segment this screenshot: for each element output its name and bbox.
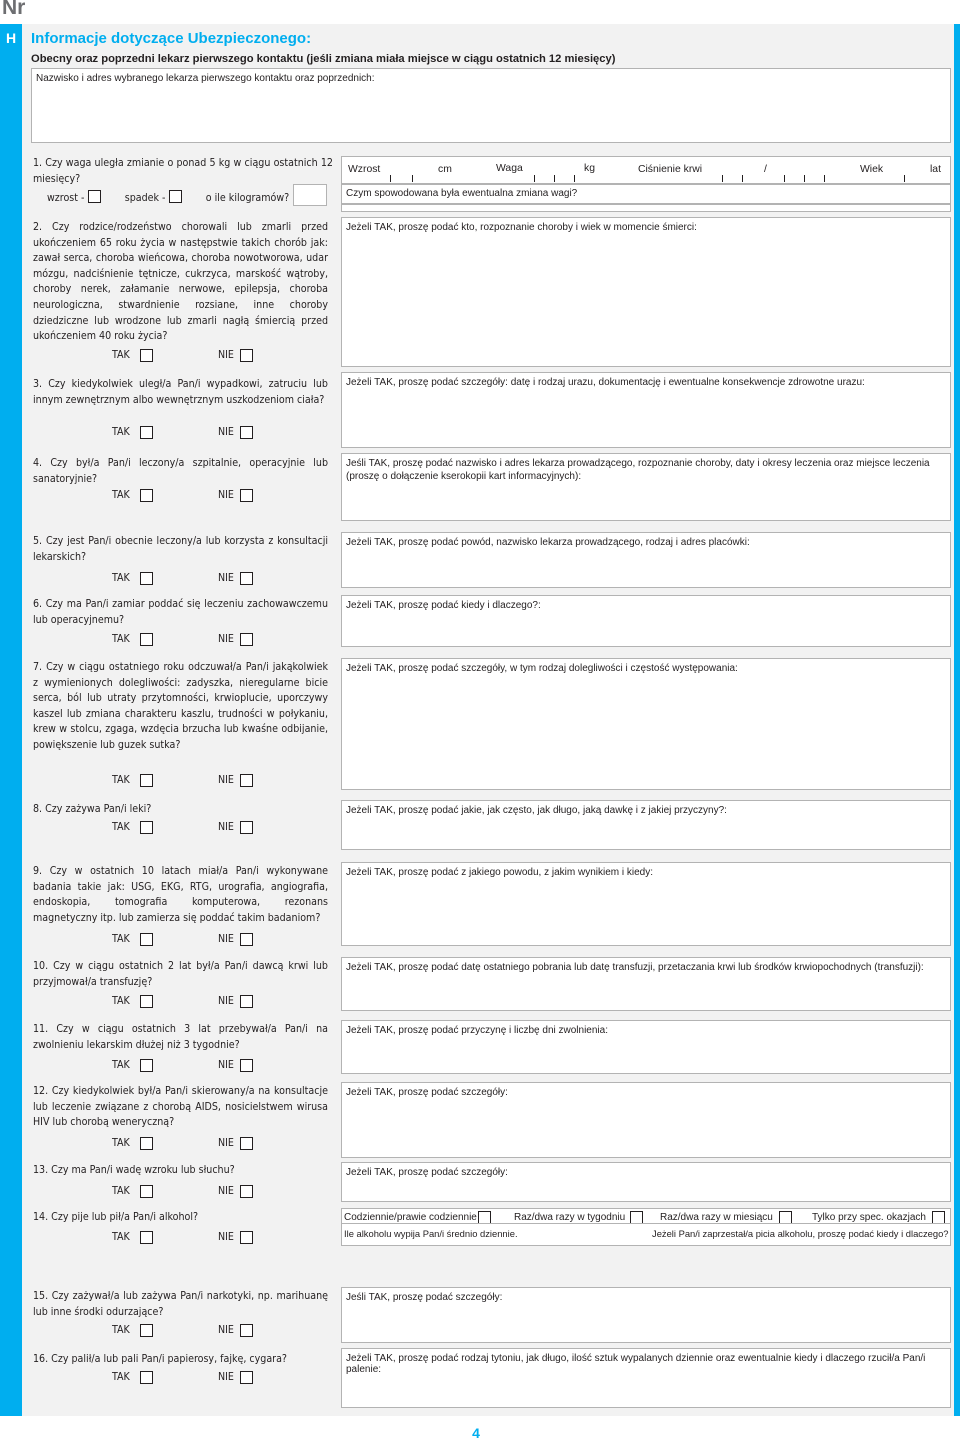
q14-answer [112, 1230, 272, 1246]
q5-no-checkbox[interactable] [240, 572, 253, 585]
q4-details-note: (proszę o dołączenie kserokopii kart informacyjnych): [346, 471, 582, 482]
q1-increase-checkbox[interactable] [88, 190, 101, 203]
q3-details-field[interactable] [341, 372, 951, 448]
q6-yes-checkbox[interactable] [140, 633, 153, 646]
q5-yes-label: TAK [112, 572, 130, 584]
q4-details-field[interactable] [341, 453, 951, 521]
q5-details-label: Jeżeli TAK, proszę podać powód, nazwisko lekarza prowadzącego, rodzaj i adres placówki: [346, 537, 750, 548]
q13-no-label: NIE [218, 1185, 234, 1197]
q14-yes-checkbox[interactable] [140, 1231, 153, 1244]
q13-details-field[interactable] [341, 1162, 951, 1202]
q2-answer [112, 348, 272, 364]
section-title: Informacje dotyczące Ubezpieczonego: [31, 30, 312, 47]
q7-yes-checkbox[interactable] [140, 774, 153, 787]
q16-no-checkbox[interactable] [240, 1371, 253, 1384]
kg-label: kg [584, 163, 595, 174]
q5-details-field[interactable] [341, 532, 951, 588]
q4-details-label: Jeśli TAK, proszę podać nazwisko i adres lekarza prowadzącego, rozpoznanie choroby, daty i okresy leczenia oraz miejsce leczenia [346, 458, 930, 469]
height-label: Wzrost [348, 164, 381, 175]
q3-answer [112, 425, 272, 441]
q12-details-field[interactable] [341, 1082, 951, 1158]
q16-details-field[interactable] [341, 1348, 951, 1408]
q9-text: 9. Czy w ostatnich 10 latach miał/a Pan/i wykonywane badania takie jak: USG, EKG, RTG, urografia, angiografia, endoskopia, tomografia komputerowa, rezonans magnetyczny itp. lub zamierza się poddać takim badaniom? [33, 865, 328, 924]
q15-details-label: Jeśli TAK, proszę podać szczegóły: [346, 1292, 503, 1303]
q9-no-label: NIE [218, 933, 234, 945]
alcohol-daily-label: Codziennie/prawie codziennie [344, 1212, 477, 1223]
q4-yes-label: TAK [112, 489, 130, 501]
q12-answer [112, 1136, 272, 1152]
weight-change-cause-field[interactable] [341, 184, 951, 204]
doctor-label: Nazwisko i adres wybranego lekarza pierwszego kontaktu oraz poprzednich: [36, 73, 375, 84]
q16-text: 16. Czy palił/a lub pali Pan/i papierosy, fajkę, cygara? [33, 1353, 287, 1365]
q3-yes-checkbox[interactable] [140, 426, 153, 439]
q2-text: 2. Czy rodzice/rodzeństwo chorowali lub zmarli przed ukończeniem 65 roku życia w następstwie takich chorób jak: zawał serca, choroba wieńcowa, choroba nowotworowa, udar mózgu, nadciśnienie tętnicze, cukrzyca, marskość wątroby, choroby nerek, załamanie nerwowe, epilepsja, choroba neurologiczna, stwardnienie rozsiane, inne choroby dziedziczne lub wrodzone lub zmarli nagłą śmiercią przed ukończeniem 40 roku życia? [33, 221, 328, 343]
q1-howmuch-label: o ile kilogramów? [205, 192, 290, 204]
alcohol-stopped-label: Jeżeli Pan/i zaprzestał/a picia alkoholu, proszę podać kiedy i dlaczego? [652, 1228, 949, 1239]
q11-no-label: NIE [218, 1059, 234, 1071]
q8-details-label: Jeżeli TAK, proszę podać jakie, jak często, jak długo, jaką dawkę i z jakiej przyczyny?: [346, 805, 727, 816]
q15-no-label: NIE [218, 1324, 234, 1336]
q13-answer [112, 1184, 272, 1200]
q15-details-field[interactable] [341, 1287, 951, 1343]
section-sidebar [0, 24, 22, 1416]
q10-details-label: Jeżeli TAK, proszę podać datę ostatniego pobrania lub datę transfuzji, przetaczania krwi lub środków krwiopochodnych (transfuzji): [346, 962, 924, 973]
age-label: Wiek [860, 164, 884, 175]
q9-answer [112, 932, 272, 948]
q4-no-label: NIE [218, 489, 234, 501]
q15-no-checkbox[interactable] [240, 1324, 253, 1337]
doctor-field[interactable] [31, 68, 951, 143]
q9-details-label: Jeżeli TAK, proszę podać z jakiego powodu, z jakim wynikiem i kiedy: [346, 867, 653, 878]
q13-yes-checkbox[interactable] [140, 1185, 153, 1198]
q2-yes-checkbox[interactable] [140, 349, 153, 362]
nr-label: Nr [2, 0, 26, 19]
measurements-row [341, 156, 951, 184]
q11-yes-checkbox[interactable] [140, 1059, 153, 1072]
q1-kg-field[interactable] [293, 184, 327, 206]
weight-change-cause-label: Czym spowodowana była ewentualna zmiana wagi? [346, 188, 578, 199]
alcohol-frequency-box [341, 1208, 951, 1246]
q7-details-field[interactable] [341, 658, 951, 790]
q13-no-checkbox[interactable] [240, 1185, 253, 1198]
q7-answer [112, 773, 272, 789]
q11-answer [112, 1058, 272, 1074]
q1-text: 1. Czy waga uległa zmianie o ponad 5 kg w ciągu ostatnich 12 miesięcy? [33, 157, 333, 185]
q3-no-label: NIE [218, 426, 234, 438]
q11-details-label: Jeżeli TAK, proszę podać przyczynę i liczbę dni zwolnienia: [346, 1025, 608, 1036]
section-subtitle: Obecny oraz poprzedni lekarz pierwszego kontaktu (jeśli zmiana miała miejsce w ciągu ostatnich 12 miesięcy) [31, 53, 616, 65]
q7-details-label: Jeżeli TAK, proszę podać szczegóły, w tym rodzaj dolegliwości i częstość występowania: [346, 663, 738, 674]
q6-details-label: Jeżeli TAK, proszę podać kiedy i dlaczego?: [346, 600, 541, 611]
q2-details-field[interactable] [341, 217, 951, 367]
q1-increase-label: wzrost - [47, 192, 85, 204]
bp-slash: / [764, 164, 767, 175]
q2-yes-label: TAK [112, 349, 130, 361]
years-label: lat [930, 164, 941, 175]
q14-no-checkbox[interactable] [240, 1231, 253, 1244]
q15-yes-label: TAK [112, 1324, 130, 1336]
q13-yes-label: TAK [112, 1185, 130, 1197]
q15-text: 15. Czy zażywał/a lub zażywa Pan/i narkotyki, np. marihuanę lub inne środki odurzające? [33, 1290, 328, 1318]
q6-details-field[interactable] [341, 595, 951, 647]
q4-text: 4. Czy był/a Pan/i leczony/a szpitalnie, operacyjnie lub sanatoryjnie? [33, 457, 328, 485]
q8-yes-label: TAK [112, 821, 130, 833]
q9-no-checkbox[interactable] [240, 933, 253, 946]
q10-details-field[interactable] [341, 957, 951, 1011]
q12-details-label: Jeżeli TAK, proszę podać szczegóły: [346, 1087, 508, 1098]
q2-no-label: NIE [218, 349, 234, 361]
q16-yes-label: TAK [112, 1371, 130, 1383]
alcohol-amount-label: Ile alkoholu wypija Pan/i średnio dziennie. [344, 1228, 518, 1239]
q6-no-label: NIE [218, 633, 234, 645]
q4-answer [112, 488, 272, 504]
q9-yes-label: TAK [112, 933, 130, 945]
q8-no-label: NIE [218, 821, 234, 833]
q2-details-label: Jeżeli TAK, proszę podać kto, rozpoznanie choroby i wiek w momencie śmierci: [346, 222, 697, 233]
q16-no-label: NIE [218, 1371, 234, 1383]
q14-no-label: NIE [218, 1231, 234, 1243]
alcohol-weekly-label: Raz/dwa razy w tygodniu [514, 1212, 626, 1223]
q15-yes-checkbox[interactable] [140, 1324, 153, 1337]
q10-yes-checkbox[interactable] [140, 995, 153, 1008]
q14-yes-label: TAK [112, 1231, 130, 1243]
q10-yes-label: TAK [112, 995, 130, 1007]
q7-no-label: NIE [218, 774, 234, 786]
q1-decrease-label: spadek - [124, 192, 166, 204]
q5-answer [112, 571, 272, 587]
q3-details-label: Jeżeli TAK, proszę podać szczegóły: datę i rodzaj urazu, dokumentację i ewentualne konsekwencje zdrowotne urazu: [346, 377, 865, 388]
q10-no-checkbox[interactable] [240, 995, 253, 1008]
q10-text: 10. Czy w ciągu ostatnich 2 lat był/a Pan/i dawcą krwi lub przyjmował/a transfuzję? [33, 960, 328, 988]
q16-yes-checkbox[interactable] [140, 1371, 153, 1384]
q12-yes-label: TAK [112, 1137, 130, 1149]
q12-yes-checkbox[interactable] [140, 1137, 153, 1150]
q8-details-field[interactable] [341, 800, 951, 850]
q7-text: 7. Czy w ciągu ostatniego roku odczuwał/a Pan/i jakąkolwiek z wymienionych dolegliwości: zadyszka, nieregularne bicie serca, ból lub utraty przytomności, krwioplucie, uporczywy kaszel lub zmiana charakteru kaszlu, trudności w połykaniu, krew w stolcu, zgaga, wzdęcia brzucha lub kwaśne odbijanie, powiększenie lub guzek sutka? [33, 661, 328, 751]
q6-text: 6. Czy ma Pan/i zamiar poddać się leczeniu zachowawczemu lub operacyjnemu? [33, 598, 328, 626]
q3-yes-label: TAK [112, 426, 130, 438]
q11-text: 11. Czy w ciągu ostatnich 3 lat przebywał/a Pan/i na zwolnieniu lekarskim dłużej niż 3 tygodnie? [33, 1023, 328, 1051]
q3-no-checkbox[interactable] [240, 426, 253, 439]
q12-no-checkbox[interactable] [240, 1137, 253, 1150]
q1-decrease-checkbox[interactable] [169, 190, 182, 203]
q5-text: 5. Czy jest Pan/i obecnie leczony/a lub korzysta z konsultacji lekarskich? [33, 535, 328, 563]
alcohol-monthly-label: Raz/dwa razy w miesiącu [660, 1212, 773, 1223]
q7-yes-label: TAK [112, 774, 130, 786]
q13-text: 13. Czy ma Pan/i wadę wzroku lub słuchu? [33, 1164, 235, 1176]
q5-yes-checkbox[interactable] [140, 572, 153, 585]
q2-no-checkbox[interactable] [240, 349, 253, 362]
q6-no-checkbox[interactable] [240, 633, 253, 646]
section-letter: H [6, 30, 17, 46]
q11-no-checkbox[interactable] [240, 1059, 253, 1072]
q11-yes-label: TAK [112, 1059, 130, 1071]
q15-answer [112, 1323, 272, 1339]
right-sidebar [954, 24, 960, 1416]
q10-no-label: NIE [218, 995, 234, 1007]
q12-no-label: NIE [218, 1137, 234, 1149]
q13-details-label: Jeżeli TAK, proszę podać szczegóły: [346, 1167, 508, 1178]
weight-label: Waga [496, 163, 523, 174]
q6-yes-label: TAK [112, 633, 130, 645]
q8-yes-checkbox[interactable] [140, 821, 153, 834]
q16-details-label: Jeżeli TAK, proszę podać rodzaj tytoniu, jak długo, ilość sztuk wypalanych dziennie oraz ewentualnie kiedy i dlaczego rzucił/a Pan/i palenie: [346, 1353, 926, 1375]
q12-text: 12. Czy kiedykolwiek był/a Pan/i skierowany/a na konsultacje lub leczenie związane z chorobą AIDS, nosicielstwem wirusa HIV lub chorobą weneryczną? [33, 1085, 328, 1129]
q3-text: 3. Czy kiedykolwiek uległ/a Pan/i wypadkowi, zatruciu lub innym zewnętrznym albo wewnętrznym uszkodzeniom ciała? [33, 378, 328, 406]
q4-no-checkbox[interactable] [240, 489, 253, 502]
q16-answer [112, 1370, 272, 1386]
q8-text: 8. Czy zażywa Pan/i leki? [33, 803, 152, 815]
q5-no-label: NIE [218, 572, 234, 584]
blood-pressure-label: Ciśnienie krwi [638, 164, 703, 175]
q10-answer [112, 994, 272, 1010]
cm-label: cm [438, 164, 452, 175]
q8-answer [112, 820, 272, 836]
alcohol-special-label: Tylko przy spec. okazjach [812, 1212, 926, 1223]
page-number: 4 [472, 1425, 480, 1441]
q6-answer [112, 632, 272, 648]
q9-yes-checkbox[interactable] [140, 933, 153, 946]
q4-yes-checkbox[interactable] [140, 489, 153, 502]
q9-details-field[interactable] [341, 862, 951, 946]
q14-text: 14. Czy pije lub pił/a Pan/i alkohol? [33, 1211, 199, 1223]
q7-no-checkbox[interactable] [240, 774, 253, 787]
q8-no-checkbox[interactable] [240, 821, 253, 834]
q11-details-field[interactable] [341, 1020, 951, 1074]
